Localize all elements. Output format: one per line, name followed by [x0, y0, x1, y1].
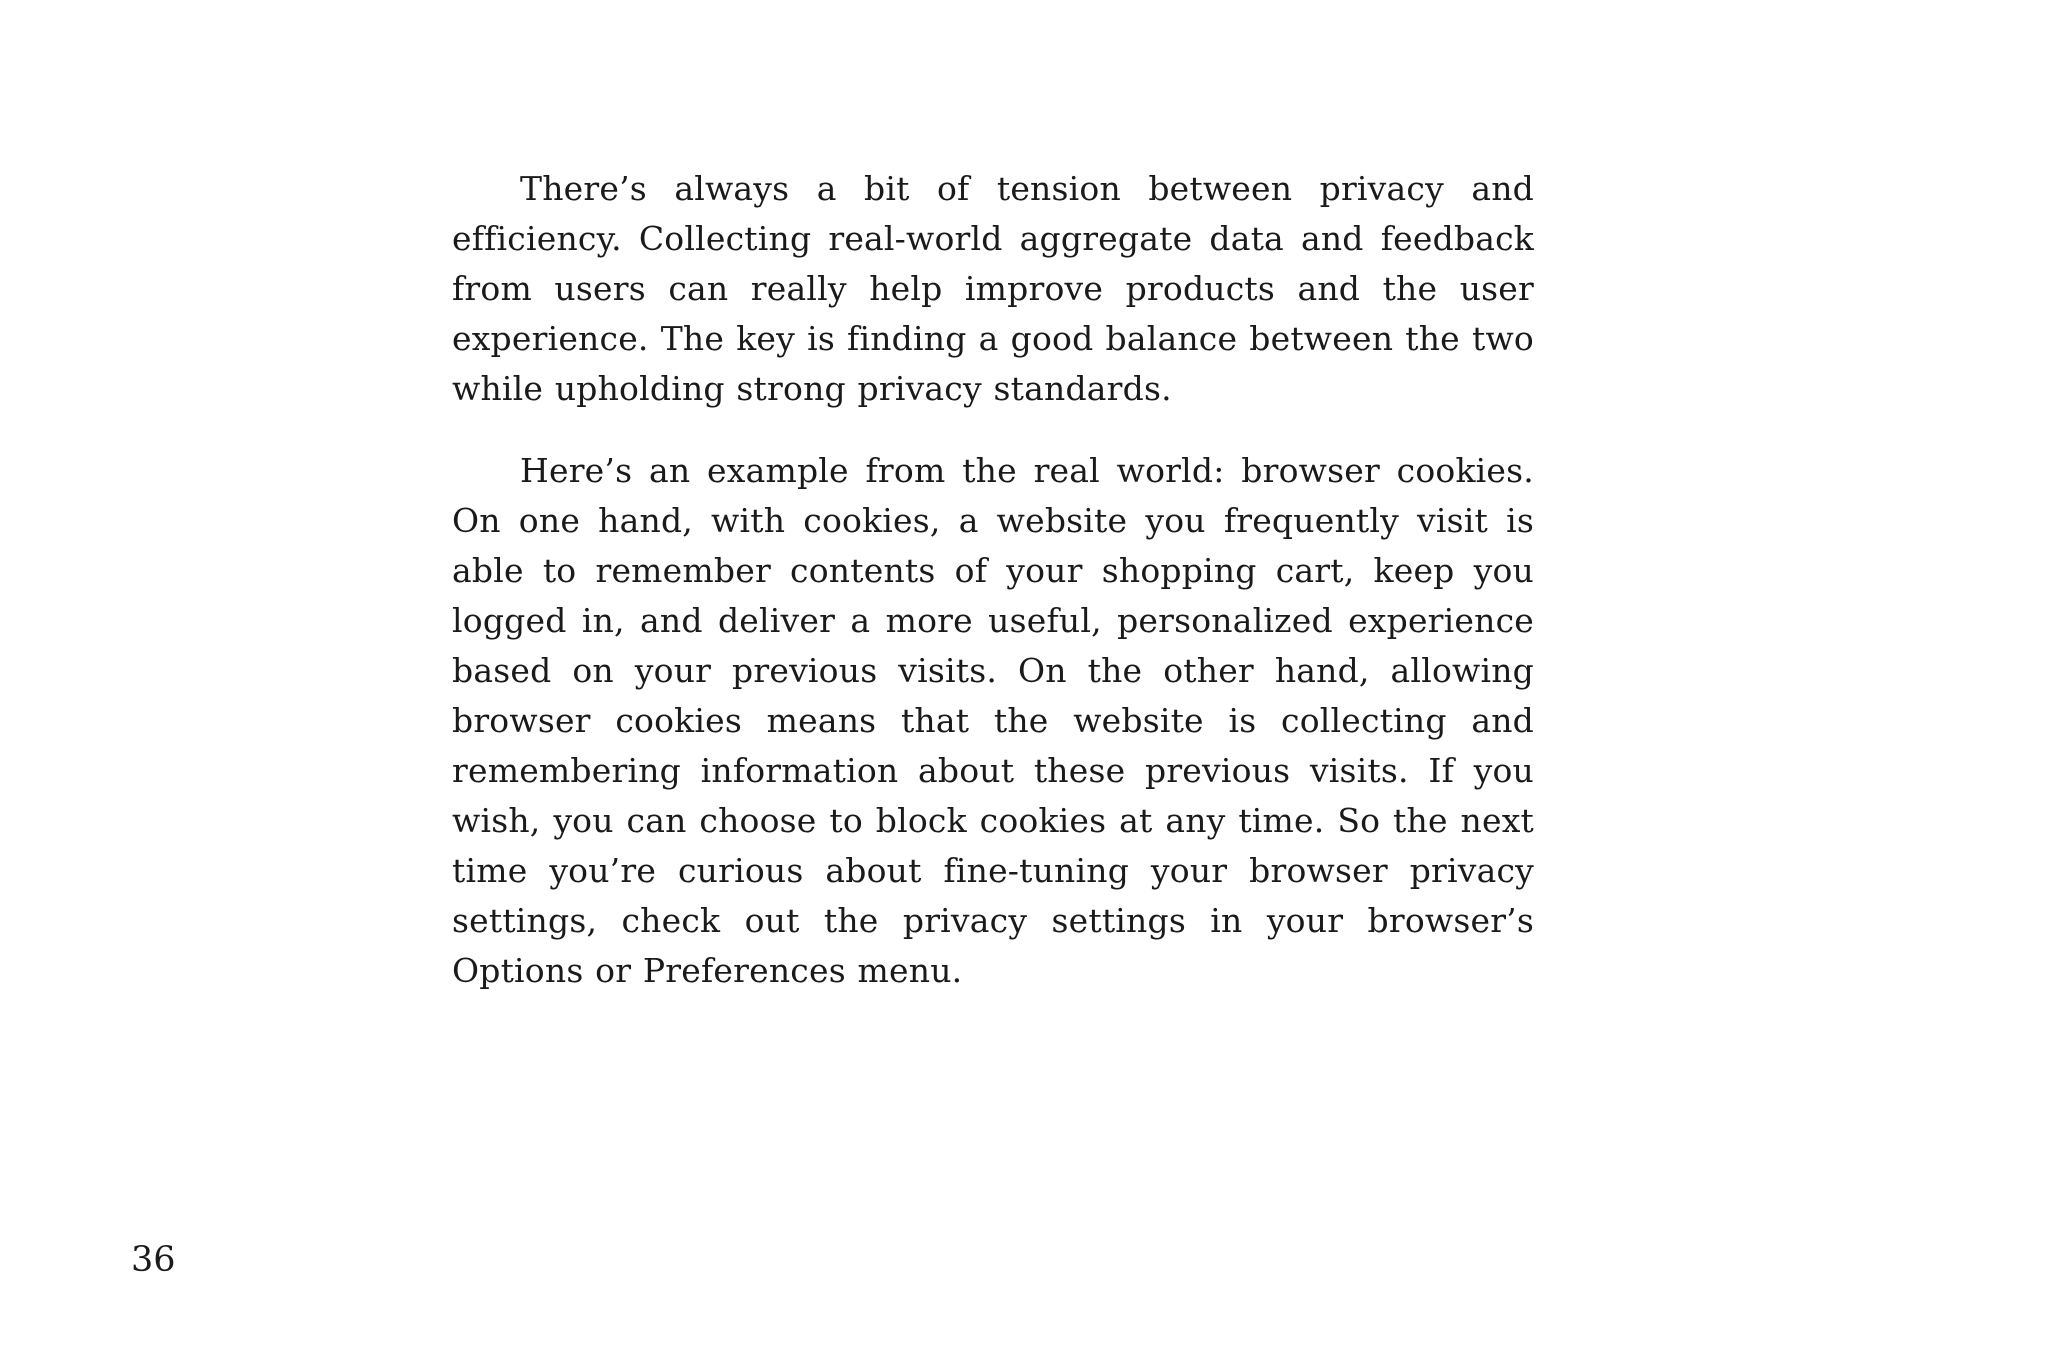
paragraph-browser-cookies: Here’s an example from the real world: browser cookies. On one hand, with cookies, a website you frequently visit is able to remember contents of your shopping cart, keep you logged in, and deliver a more useful, personalized experience based on your previous visits. On the other hand, allowing browser cookies means that the website is collecting and remembering information about these previous visits. If you wish, you can choose to block cookies at any time. So the next time you’re curious about fine-tuning your browser privacy settings, check out the privacy settings in your browser’s Options or Preferences menu. [452, 451, 1534, 990]
paragraph-privacy-efficiency: There’s always a bit of tension between privacy and efficiency. Collecting real-world aggregate data and feedback from users can really help improve products and the user experience. The key is finding a good balance between the two while upholding strong privacy standards. [452, 169, 1534, 408]
page-number: 36 [131, 1240, 176, 1280]
body-text [452, 164, 1534, 1028]
